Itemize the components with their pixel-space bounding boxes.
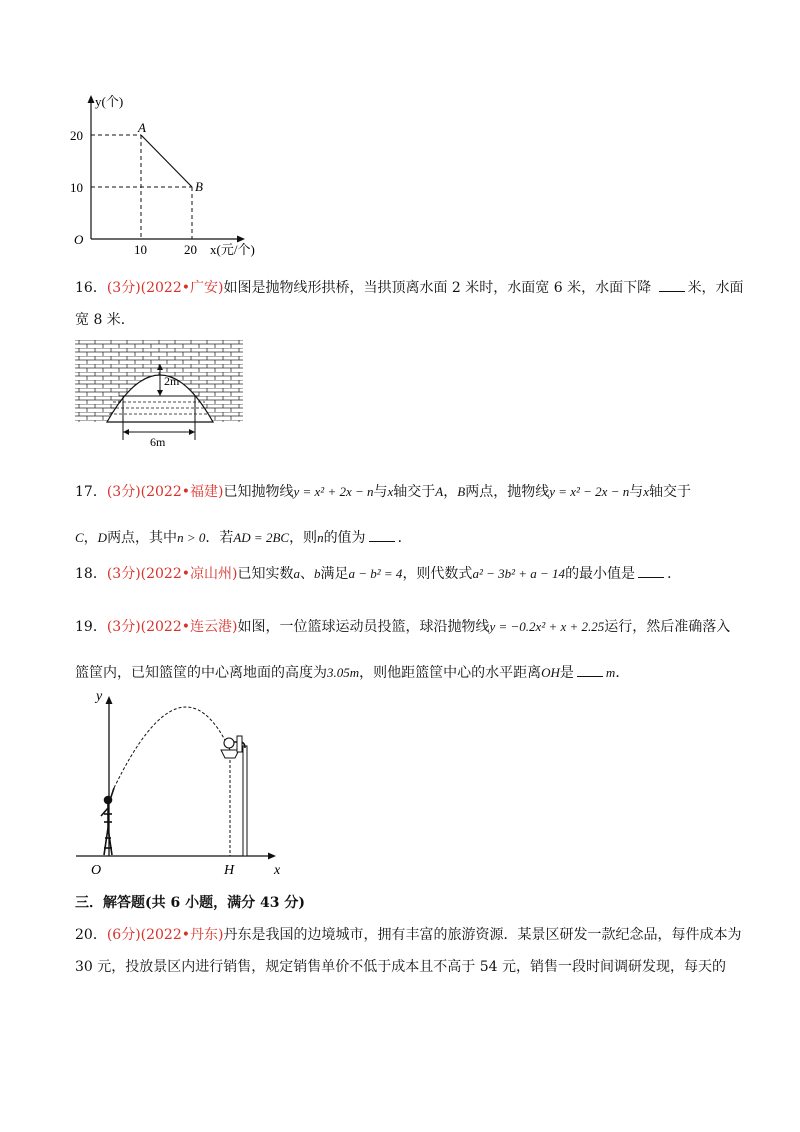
q17-t2: 与 [373, 484, 388, 500]
q19-t4: ，则他距篮筐中心的水平距离 [359, 665, 542, 681]
q17-x1: x [387, 484, 394, 499]
q16-text-1: 如图是抛物线形拱桥，当拱顶离水面 2 米时，水面宽 6 米，水面下降 [223, 280, 652, 296]
q16-answer-blank[interactable] [659, 278, 685, 292]
q17-eq2: y = x² − 2x − n [549, 484, 630, 499]
h-label: H [224, 863, 235, 878]
q17-t5: 与 [629, 484, 644, 500]
q16-number: 16． [75, 280, 107, 296]
question-20-line2 [75, 957, 735, 977]
q17-source: (3分)(2022•福建) [106, 484, 224, 500]
width-arrow-left [123, 429, 129, 435]
q17-answer-blank[interactable] [369, 528, 395, 542]
q18-source: (3分)(2022•凉山州) [106, 566, 238, 582]
q17-sep1: ， [443, 484, 458, 500]
q19-oh: OH [541, 665, 560, 680]
q19-t2: 运行，然后准确落入 [604, 619, 731, 635]
question-18 [75, 564, 735, 584]
q20-source: (6分)(2022•丹东) [106, 927, 224, 943]
x-tick-10: 10 [134, 242, 147, 257]
basketball-icon [224, 738, 234, 748]
y-axis-arrow [88, 95, 95, 103]
q19-eq: y = −0.2x² + x + 2.25 [489, 619, 605, 634]
q17-d: D [97, 530, 108, 545]
question-20 [75, 925, 742, 945]
q20-line1: 丹东是我国的边境城市，拥有丰富的旅游资源．某景区研发一款纪念品，每件成本为 [223, 927, 742, 943]
price-quantity-figure [70, 92, 290, 257]
x-label: x [274, 863, 281, 878]
q18-t4: ，则代数式 [402, 566, 473, 582]
basket-net [221, 750, 239, 758]
q17-c: C [75, 530, 84, 545]
q18-a: a [293, 566, 300, 581]
width-label: 6m [150, 435, 166, 449]
q17-end: ． [397, 530, 412, 546]
q16-text-line2: 宽 8 米． [75, 312, 135, 328]
q18-t5: 的最小值是 [565, 566, 636, 582]
x-axis-arrow [268, 853, 276, 860]
q16-source: (3分)(2022•广安) [106, 280, 224, 296]
basketball-figure [74, 688, 294, 883]
q18-t1: 已知实数 [237, 566, 294, 582]
question-16-line2 [75, 310, 735, 330]
q17-sep2: ， [83, 530, 98, 546]
segment-ab [141, 135, 192, 187]
o-label: O [91, 863, 102, 878]
q19-t3: 篮筐内，已知篮筐的中心离地面的高度为 [75, 665, 327, 681]
q17-number: 17． [75, 484, 107, 500]
q17-t1: 已知抛物线 [223, 484, 294, 500]
q20-number: 20． [75, 927, 107, 943]
origin-label: O [74, 232, 84, 247]
q17-t7: 两点，其中 [107, 530, 178, 546]
question-19-line2 [75, 663, 735, 683]
q19-end: ． [615, 665, 630, 681]
y-axis-arrow [106, 696, 113, 704]
point-b-label: B [195, 179, 203, 194]
q19-number: 19． [75, 619, 107, 635]
backboard [237, 736, 242, 752]
question-17-line2 [75, 528, 735, 548]
q19-source: (3分)(2022•连云港) [106, 619, 238, 635]
height-label: 2m [164, 374, 180, 388]
width-arrow-right [189, 429, 195, 435]
q18-cond: a − b² = 4 [348, 566, 403, 581]
q17-t3: 轴交于 [393, 484, 436, 500]
x-axis-label: x(元/个) [210, 242, 255, 257]
q19-height: 3.05m [327, 665, 360, 680]
arch-bridge-figure [75, 340, 245, 450]
q17-x2: x [643, 484, 650, 499]
q17-t8: ．若 [205, 530, 234, 546]
q17-cond: n > 0 [177, 530, 206, 545]
ball-trajectory [114, 707, 230, 788]
q19-answer-blank[interactable] [577, 663, 603, 677]
y-axis-label: y(个) [95, 94, 124, 109]
q18-number: 18． [75, 566, 107, 582]
question-17 [75, 482, 735, 502]
y-label: y [96, 689, 103, 704]
q17-t9: ，则 [289, 530, 318, 546]
q17-t4: 两点，抛物线 [465, 484, 550, 500]
q17-b: B [457, 484, 466, 499]
q18-t3: 满足 [320, 566, 349, 582]
question-16 [75, 278, 744, 298]
q19-t1: 如图，一位篮球运动员投篮，球沿抛物线 [237, 619, 490, 635]
q18-end: ． [667, 566, 682, 582]
q17-a: A [435, 484, 444, 499]
q17-cond2: AD = 2BC [233, 530, 290, 545]
q16-text-2: 米，水面 [687, 280, 744, 296]
q19-unit: m [605, 665, 616, 680]
y-tick-20: 20 [70, 128, 83, 143]
y-tick-10: 10 [70, 180, 83, 195]
q18-t2: 、 [299, 566, 314, 582]
q17-t10: 的值为 [323, 530, 366, 546]
q17-t6: 轴交于 [649, 484, 692, 500]
q19-t5: 是 [559, 665, 574, 681]
q18-b: b [313, 566, 321, 581]
player-figure [101, 788, 114, 855]
point-a-label: A [138, 120, 146, 135]
pole [243, 746, 247, 856]
question-19 [75, 617, 735, 637]
q18-expr: a² − 3b² + a − 14 [472, 566, 566, 581]
q17-eq1: y = x² + 2x − n [293, 484, 374, 499]
q20-line2: 30 元，投放景区内进行销售，规定销售单价不低于成本且不高于 54 元，销售一段时间调研发现，每天的 [75, 959, 726, 975]
q18-answer-blank[interactable] [638, 564, 664, 578]
q17-n: n [317, 530, 324, 545]
section-3-title: 三．解答题(共 6 小题，满分 43 分) [75, 895, 305, 911]
x-tick-20: 20 [184, 242, 197, 257]
